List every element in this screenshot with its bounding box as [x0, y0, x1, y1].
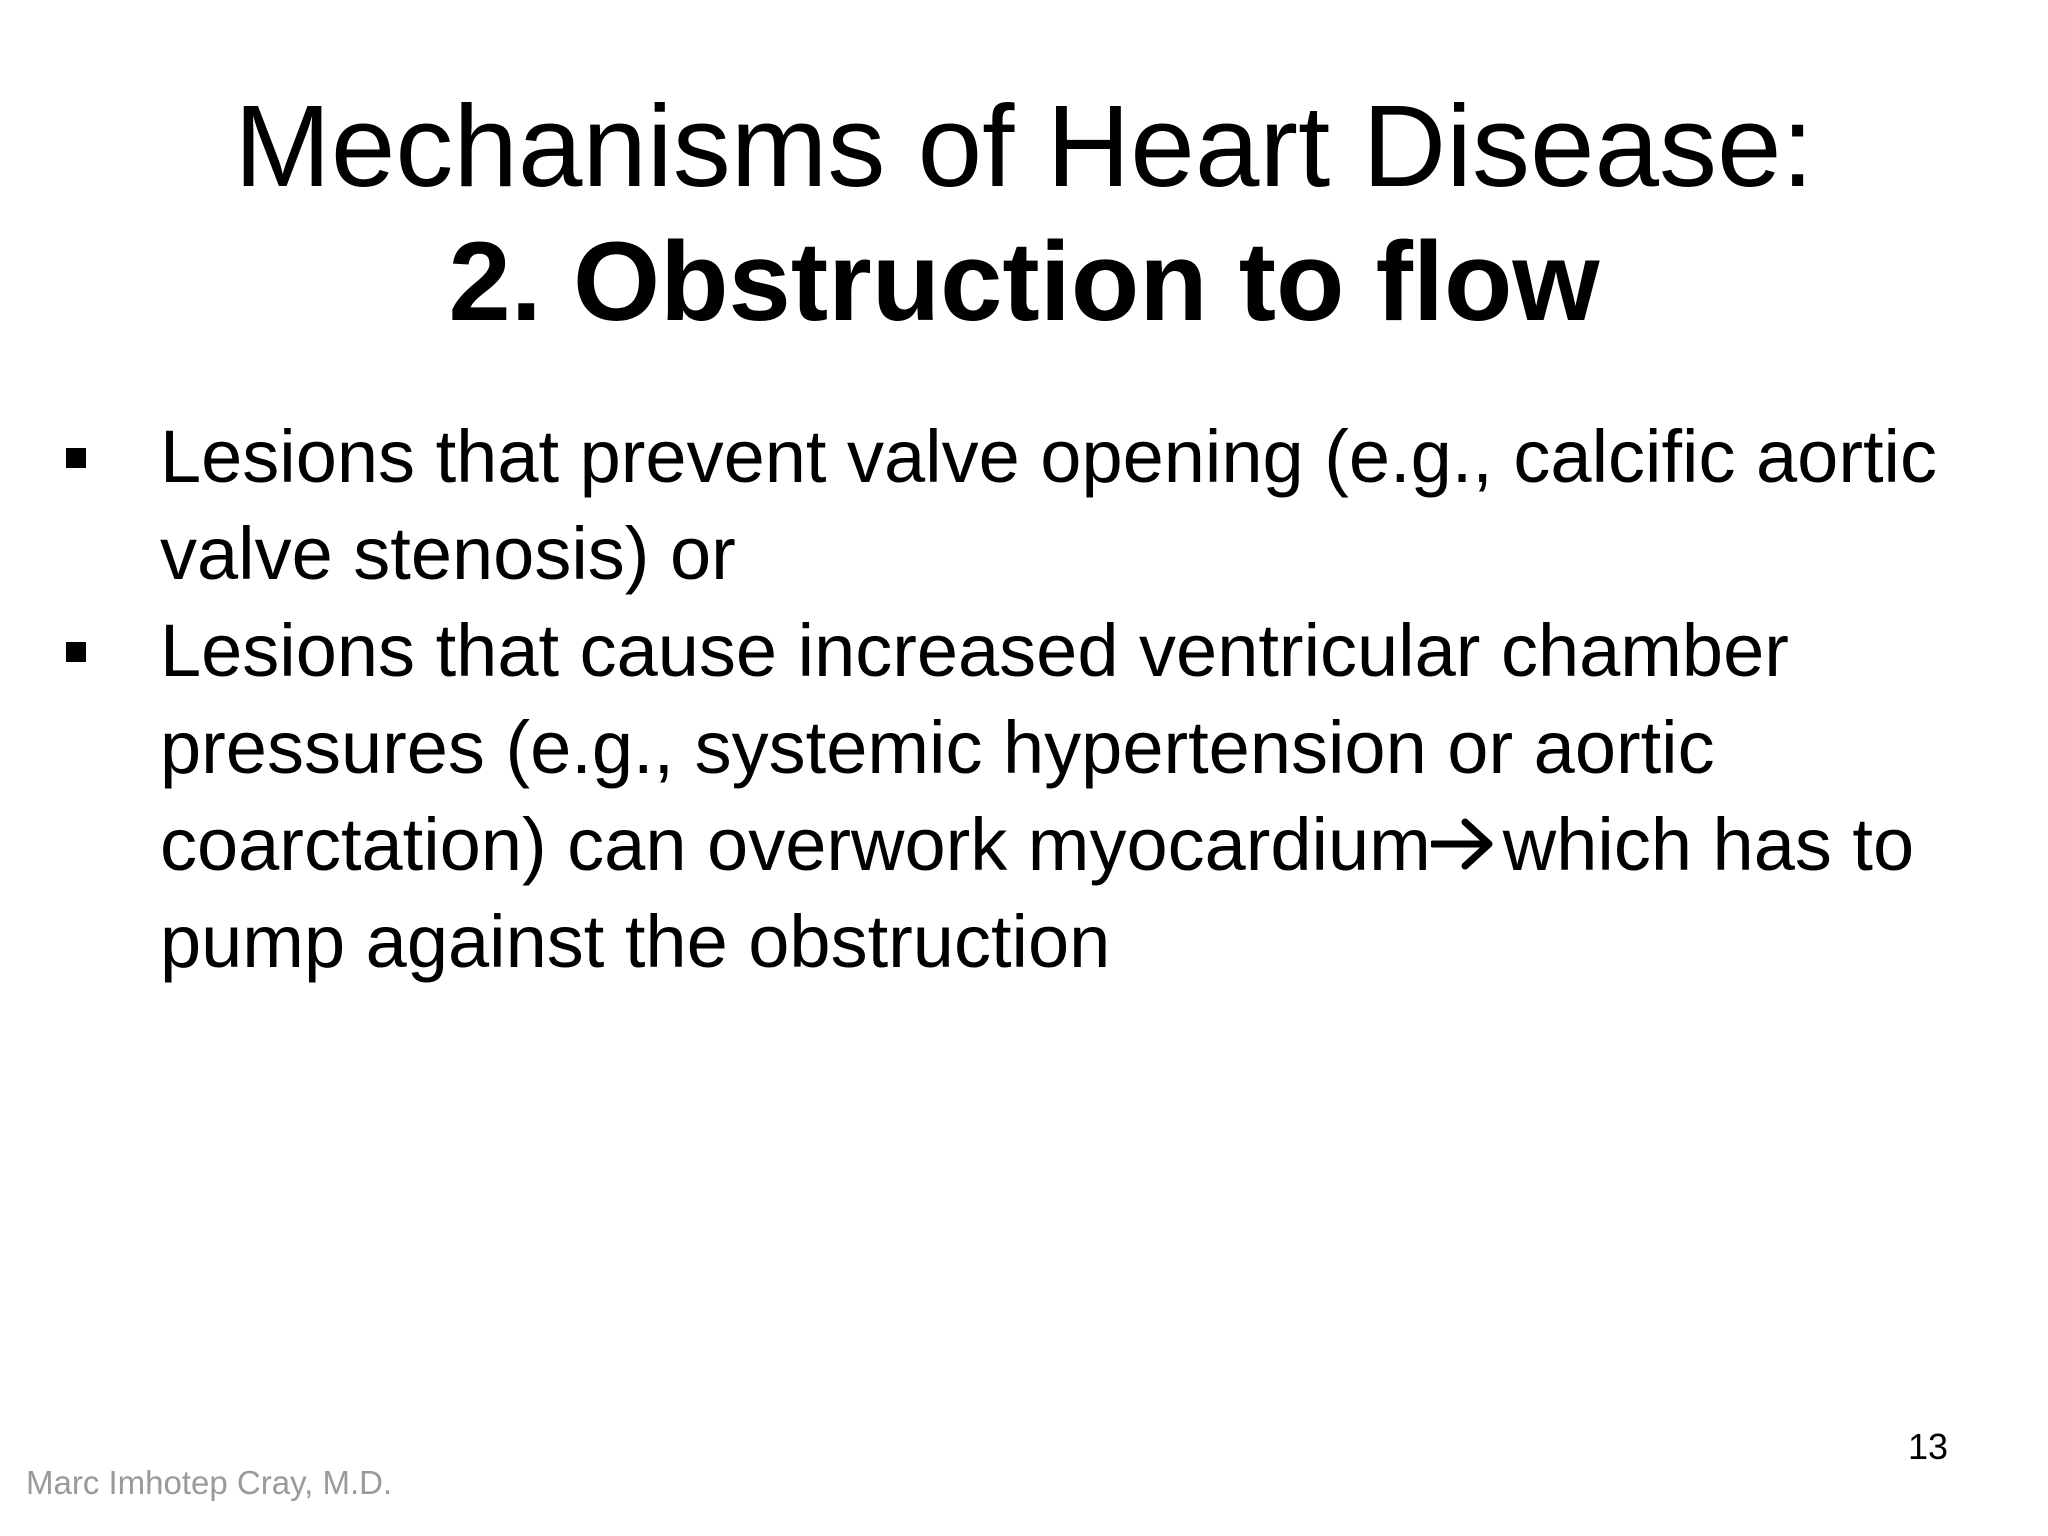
- bullet-text-2-after-arrow: which has to pump against the obstruction: [160, 803, 1915, 983]
- square-bullet-icon: [66, 642, 86, 662]
- page-number: 13: [1908, 1426, 1949, 1467]
- bullet-item-2: [60, 602, 2030, 990]
- slide-title: [0, 78, 2048, 350]
- title-line-2: 2. Obstruction to flow: [448, 219, 1600, 344]
- bullet-text-2-before-arrow: Lesions that cause increased ventricular chamber pressures (e.g., systemic hypertension or aortic coarctation) can overwork myocardium: [160, 609, 1789, 886]
- right-arrow-icon: [1431, 816, 1495, 872]
- bullet-list: [60, 408, 2030, 990]
- bullet-item-1: [60, 408, 2030, 602]
- title-line-1: Mechanisms of Heart Disease:: [234, 81, 1814, 211]
- square-bullet-icon: [66, 448, 86, 468]
- bullet-text-1: Lesions that prevent valve opening (e.g., calcific aortic valve stenosis) or: [160, 415, 1937, 595]
- footer-author: Marc Imhotep Cray, M.D.: [26, 1464, 393, 1501]
